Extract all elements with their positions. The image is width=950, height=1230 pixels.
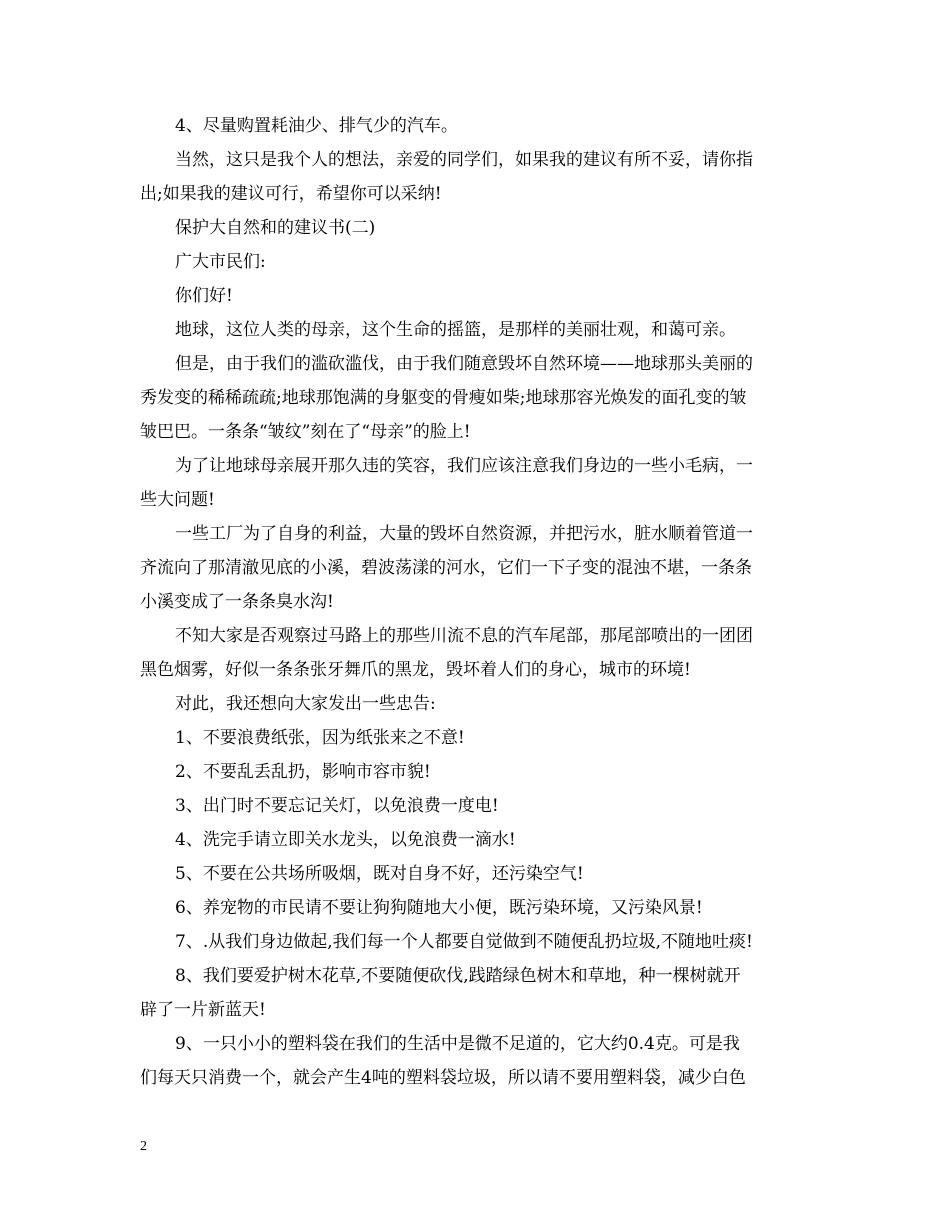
paragraph-line: 4、尽量购置耗油少、排气少的汽车。 [175,116,458,136]
paragraph-line: 些大问题! [140,490,215,510]
list-item: 5、不要在公共场所吸烟，既对自身不好，还污染空气! [175,864,584,884]
greeting: 你们好! [175,286,233,306]
paragraph-line: 秀发变的稀稀疏疏;地球那饱满的身躯变的骨瘦如柴;地球那容光焕发的面孔变的皱 [140,388,747,408]
list-item: 6、养宠物的市民请不要让狗狗随地大小便，既污染环境，又污染风景! [175,898,703,918]
paragraph-line: 为了让地球母亲展开那久违的笑容，我们应该注意我们身边的一些小毛病，一 [175,456,753,476]
paragraph-line: 小溪变成了一条条臭水沟! [140,592,334,612]
salutation: 广大市民们: [175,252,266,272]
paragraph-line: 地球，这位人类的母亲，这个生命的摇篮，是那样的美丽壮观，和蔼可亲。 [175,320,736,340]
paragraph-line: 皱巴巴。一条条“皱纹”刻在了“母亲”的脸上! [140,422,471,442]
list-item: 1、不要浪费纸张，因为纸张来之不意! [175,728,465,748]
section-title: 保护大自然和的建议书(二) [175,218,376,238]
list-item: 3、出门时不要忘记关灯，以免浪费一度电! [175,796,499,816]
list-item-continuation: 们每天只消费一个，就会产生4吨的塑料袋垃圾，所以请不要用塑料袋，减少白色 [140,1068,746,1088]
paragraph-line: 不知大家是否观察过马路上的那些川流不息的汽车尾部，那尾部喷出的一团团 [175,626,753,646]
paragraph-line: 黑色烟雾，好似一条条张牙舞爪的黑龙，毁坏着人们的身心，城市的环境! [140,660,691,680]
paragraph-line: 出;如果我的建议可行，希望你可以采纳! [140,184,442,204]
list-item: 9、一只小小的塑料袋在我们的生活中是微不足道的，它大约0.4克。可是我 [175,1034,740,1054]
paragraph-line: 对此，我还想向大家发出一些忠告: [175,694,436,714]
paragraph-line: 但是，由于我们的滥砍滥伐，由于我们随意毁坏自然环境——地球那头美丽的 [175,354,753,374]
list-item: 2、不要乱丢乱扔，影响市容市貌! [175,762,431,782]
list-item: 7、.从我们身边做起,我们每一个人都要自觉做到不随便乱扔垃圾,不随地吐痰! [175,932,753,952]
list-item: 8、我们要爱护树木花草,不要随便砍伐,践踏绿色树木和草地，种一棵树就开 [175,966,741,986]
paragraph-line: 齐流向了那清澈见底的小溪，碧波荡漾的河水，它们一下子变的混浊不堪，一条条 [140,558,752,578]
page-number: 2 [140,1139,147,1154]
list-item-continuation: 辟了一片新蓝天! [140,1000,266,1020]
list-item: 4、洗完手请立即关水龙头，以免浪费一滴水! [175,830,516,850]
paragraph-line: 一些工厂为了自身的利益，大量的毁坏自然资源，并把污水，脏水顺着管道一 [175,524,753,544]
paragraph-line: 当然，这只是我个人的想法，亲爱的同学们，如果我的建议有所不妥，请你指 [175,150,753,170]
